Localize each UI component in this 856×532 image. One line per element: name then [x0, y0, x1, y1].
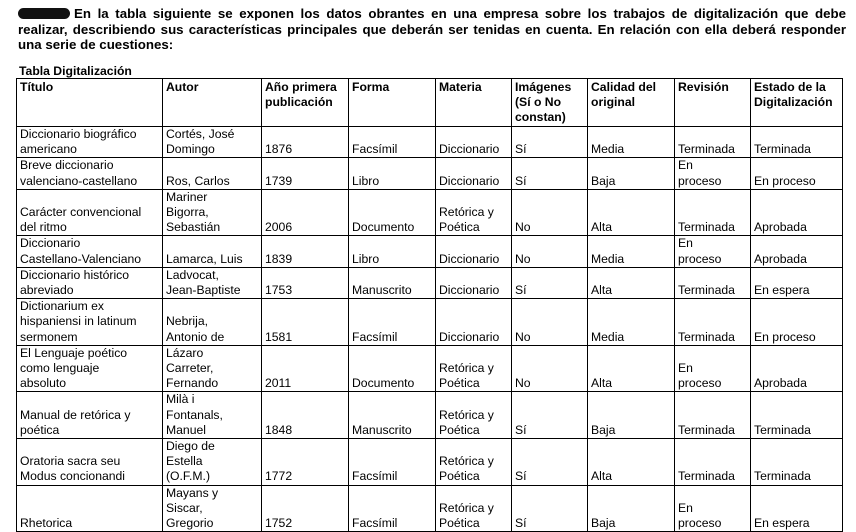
table-row — [17, 127, 843, 158]
cell-forma: Facsímil — [349, 485, 436, 532]
cell-revision: Terminada — [675, 267, 751, 298]
cell-forma: Manuscrito — [349, 267, 436, 298]
cell-anio: 1753 — [262, 267, 349, 298]
cell-estado: Terminada — [751, 439, 843, 486]
cell-anio: 2006 — [262, 189, 349, 236]
cell-anio: 1876 — [262, 127, 349, 158]
cell-estado: Aprobada — [751, 189, 843, 236]
cell-anio: 1772 — [262, 439, 349, 486]
cell-estado: Terminada — [751, 392, 843, 439]
cell-estado: En espera — [751, 485, 843, 532]
cell-estado: En proceso — [751, 299, 843, 346]
cell-autor: Lamarca, Luis — [163, 236, 262, 267]
cell-autor: Ladvocat, Jean-Baptiste — [163, 267, 262, 298]
table-row — [17, 392, 843, 439]
column-header: Autor — [163, 79, 262, 127]
cell-imagenes: Sí — [512, 127, 588, 158]
cell-imagenes: No — [512, 236, 588, 267]
cell-imagenes: Sí — [512, 267, 588, 298]
cell-imagenes: Sí — [512, 439, 588, 486]
column-header: Año primera publicación — [262, 79, 349, 127]
cell-forma: Facsímil — [349, 299, 436, 346]
cell-revision: En proceso — [675, 345, 751, 392]
cell-estado: Aprobada — [751, 345, 843, 392]
cell-imagenes: Sí — [512, 158, 588, 189]
cell-calidad: Alta — [588, 267, 675, 298]
cell-materia: Retórica y Poética — [436, 392, 512, 439]
cell-autor: Ros, Carlos — [163, 158, 262, 189]
table-row — [17, 439, 843, 486]
column-header: Revisión — [675, 79, 751, 127]
cell-forma: Documento — [349, 189, 436, 236]
table-row — [17, 158, 843, 189]
cell-materia: Diccionario — [436, 236, 512, 267]
cell-materia: Retórica y Poética — [436, 345, 512, 392]
cell-titulo: Diccionario Castellano-Valenciano — [17, 236, 163, 267]
cell-autor: Milà i Fontanals, Manuel — [163, 392, 262, 439]
column-header: Materia — [436, 79, 512, 127]
cell-anio: 1839 — [262, 236, 349, 267]
cell-calidad: Baja — [588, 158, 675, 189]
cell-titulo: Breve diccionario valenciano-castellano — [17, 158, 163, 189]
cell-autor: Lázaro Carreter, Fernando — [163, 345, 262, 392]
cell-autor: Cortés, José Domingo — [163, 127, 262, 158]
column-header: Calidad del original — [588, 79, 675, 127]
cell-forma: Manuscrito — [349, 392, 436, 439]
cell-anio: 1752 — [262, 485, 349, 532]
cell-materia: Retórica y Poética — [436, 439, 512, 486]
table-body — [17, 127, 843, 532]
table-row — [17, 345, 843, 392]
cell-forma: Facsímil — [349, 127, 436, 158]
cell-calidad: Media — [588, 299, 675, 346]
cell-forma: Facsímil — [349, 439, 436, 486]
cell-revision: En proceso — [675, 485, 751, 532]
cell-revision: En proceso — [675, 158, 751, 189]
column-header: Estado de la Digitalización — [751, 79, 843, 127]
cell-calidad: Media — [588, 236, 675, 267]
intro-text: En la tabla siguiente se exponen los datos obrantes en una empresa sobre los trabajos de digitalización que debe realizar, describiendo sus características principales que deberán ser tenidas en cuenta. En relación con ella deberá responder una serie de cuestiones: — [18, 6, 846, 52]
cell-autor: Diego de Estella (O.F.M.) — [163, 439, 262, 486]
header-row — [17, 79, 843, 127]
cell-anio: 1848 — [262, 392, 349, 439]
column-header: Forma — [349, 79, 436, 127]
cell-titulo: Diccionario histórico abreviado — [17, 267, 163, 298]
cell-titulo: Manual de retórica y poética — [17, 392, 163, 439]
column-header: Título — [17, 79, 163, 127]
cell-anio: 1739 — [262, 158, 349, 189]
cell-revision: Terminada — [675, 299, 751, 346]
cell-materia: Diccionario — [436, 127, 512, 158]
cell-calidad: Alta — [588, 439, 675, 486]
cell-anio: 1581 — [262, 299, 349, 346]
table-row — [17, 485, 843, 532]
cell-calidad: Baja — [588, 392, 675, 439]
cell-imagenes: No — [512, 189, 588, 236]
cell-anio: 2011 — [262, 345, 349, 392]
cell-materia: Diccionario — [436, 267, 512, 298]
cell-autor: Mariner Bigorra, Sebastián — [163, 189, 262, 236]
cell-materia: Retórica y Poética — [436, 189, 512, 236]
cell-forma: Documento — [349, 345, 436, 392]
cell-forma: Libro — [349, 158, 436, 189]
cell-materia: Diccionario — [436, 158, 512, 189]
cell-revision: Terminada — [675, 189, 751, 236]
cell-autor: Mayans y Siscar, Gregorio — [163, 485, 262, 532]
cell-imagenes: No — [512, 345, 588, 392]
cell-forma: Libro — [349, 236, 436, 267]
cell-estado: Aprobada — [751, 236, 843, 267]
cell-titulo: Rhetorica — [17, 485, 163, 532]
cell-titulo: El Lenguaje poético como lenguaje absoluto — [17, 345, 163, 392]
table-row — [17, 236, 843, 267]
table-row — [17, 267, 843, 298]
cell-titulo: Dictionarium ex hispaniensi in latinum sermonem — [17, 299, 163, 346]
cell-estado: En espera — [751, 267, 843, 298]
cell-imagenes: Sí — [512, 485, 588, 532]
cell-materia: Retórica y Poética — [436, 485, 512, 532]
cell-estado: En proceso — [751, 158, 843, 189]
cell-materia: Diccionario — [436, 299, 512, 346]
cell-titulo: Diccionario biográfico americano — [17, 127, 163, 158]
cell-revision: Terminada — [675, 392, 751, 439]
cell-calidad: Alta — [588, 345, 675, 392]
redacted-name-mark — [18, 8, 70, 19]
cell-revision: Terminada — [675, 127, 751, 158]
table-row — [17, 189, 843, 236]
digitalization-table — [16, 78, 843, 532]
cell-autor: Nebrija, Antonio de — [163, 299, 262, 346]
intro-paragraph — [18, 6, 846, 53]
cell-calidad: Media — [588, 127, 675, 158]
cell-titulo: Carácter convencional del ritmo — [17, 189, 163, 236]
cell-revision: En proceso — [675, 236, 751, 267]
cell-calidad: Baja — [588, 485, 675, 532]
table-caption: Tabla Digitalización — [19, 64, 132, 78]
cell-titulo: Oratoria sacra seu Modus concionandi — [17, 439, 163, 486]
column-header: Imágenes (Sí o No constan) — [512, 79, 588, 127]
cell-imagenes: No — [512, 299, 588, 346]
cell-revision: Terminada — [675, 439, 751, 486]
cell-imagenes: Sí — [512, 392, 588, 439]
cell-calidad: Alta — [588, 189, 675, 236]
cell-estado: Terminada — [751, 127, 843, 158]
table-row — [17, 299, 843, 346]
